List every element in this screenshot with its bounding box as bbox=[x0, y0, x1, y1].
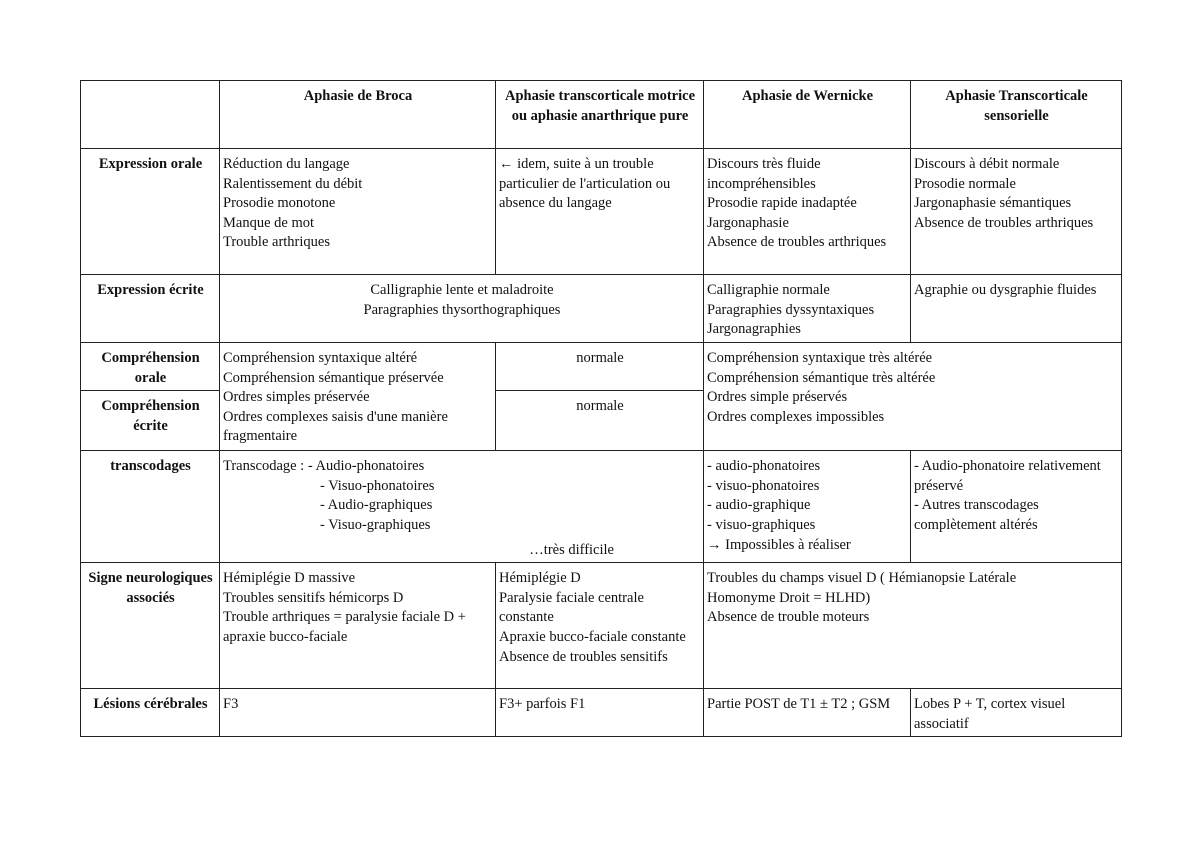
list-item: - Visuo-phonatoires bbox=[320, 477, 435, 494]
cell-comprehension-ecrite-tcm: normale bbox=[496, 391, 704, 451]
list-item: - Autres transcodages complètement altérés bbox=[914, 497, 1039, 533]
row-expression-ecrite bbox=[81, 275, 1122, 343]
list-item: - Visuo-graphiques bbox=[320, 516, 431, 533]
header-broca: Aphasie de Broca bbox=[220, 81, 496, 149]
list-item: - Audio-graphiques bbox=[320, 497, 433, 514]
cell-transcodages-tcs bbox=[911, 451, 1122, 563]
list-item: - Audio-phonatoire relativement préservé bbox=[914, 458, 1101, 494]
row-label-expression-ecrite: Expression écrite bbox=[81, 275, 220, 343]
cell-lesions-tcm: F3+ parfois F1 bbox=[496, 689, 704, 737]
list-item: Compréhension sémantique très altérée bbox=[707, 369, 936, 386]
cell-ecrite-broca-tcm bbox=[220, 275, 704, 343]
row-expression-orale bbox=[81, 149, 1122, 275]
list-item: Paralysie faciale centrale constante bbox=[499, 589, 644, 626]
header-wernicke: Aphasie de Wernicke bbox=[704, 81, 911, 149]
list-item: Agraphie ou dysgraphie fluides bbox=[914, 282, 1097, 298]
list-item: Trouble arthriques = paralysie faciale D + apraxie bucco-faciale bbox=[223, 609, 466, 645]
list-item: Paragraphies thysorthographiques bbox=[363, 301, 561, 318]
list-item: Hémiplégie D bbox=[499, 570, 581, 587]
list-item: Hémiplégie D massive bbox=[223, 570, 356, 587]
list-item: Jargonagraphies bbox=[707, 321, 801, 338]
row-comprehension-orale bbox=[81, 343, 1122, 391]
list-item: Absence de troubles arthriques bbox=[914, 214, 1094, 231]
row-label-signes: Signe neurologiques associés bbox=[81, 563, 220, 689]
row-label-comprehension-orale: Compréhension orale bbox=[81, 343, 220, 391]
cell-transcodages-broca-tcm bbox=[220, 451, 704, 563]
list-item: Jargonaphasie bbox=[707, 214, 789, 231]
cell-signes-wernicke-tcs bbox=[704, 563, 1122, 689]
cell-orale-wernicke bbox=[704, 149, 911, 275]
list-item: Ordres simples préservée bbox=[223, 389, 370, 406]
cell-signes-broca bbox=[220, 563, 496, 689]
list-item: Absence de troubles arthriques bbox=[707, 234, 887, 251]
list-item: Troubles sensitifs hémicorps D bbox=[223, 589, 404, 606]
row-label-expression-orale: Expression orale bbox=[81, 149, 220, 275]
list-item: Jargonaphasie sémantiques bbox=[914, 195, 1072, 212]
list-item: Compréhension sémantique préservée bbox=[223, 369, 444, 386]
row-signes-neurologiques bbox=[81, 563, 1122, 689]
list-item: Ordres complexes saisis d'une manière fragmentaire bbox=[223, 408, 448, 445]
list-item: Réduction du langage bbox=[223, 156, 350, 172]
row-label-lesions: Lésions cérébrales bbox=[81, 689, 220, 737]
cell-comprehension-orale-tcm: normale bbox=[496, 343, 704, 391]
cell-ecrite-tcs bbox=[911, 275, 1122, 343]
list-item: ← idem, suite à un trouble particulier de l'articulation ou absence du langage bbox=[499, 156, 671, 212]
header-transcorticale-motrice: Aphasie transcorticale motrice ou aphasie anarthrique pure bbox=[496, 81, 704, 149]
row-label-comprehension-ecrite: Compréhension écrite bbox=[81, 391, 220, 451]
list-item: - audio-graphique bbox=[707, 497, 811, 514]
list-item: Calligraphie normale bbox=[707, 282, 830, 298]
list-item: Prosodie rapide inadaptée bbox=[707, 195, 857, 212]
list-item: - audio-phonatoires bbox=[707, 458, 821, 475]
list-item: - visuo-graphiques bbox=[707, 516, 816, 533]
cell-orale-tcs bbox=[911, 149, 1122, 275]
list-item: Ordres complexes impossibles bbox=[707, 408, 885, 425]
list-item: Discours à débit normale bbox=[914, 156, 1060, 172]
cell-lesions-tcs: Lobes P + T, cortex visuel associatif bbox=[911, 689, 1122, 737]
list-item: Prosodie monotone bbox=[223, 195, 336, 212]
list-item: Ordres simple préservés bbox=[707, 389, 848, 406]
list-item: Discours très fluide incompréhensibles bbox=[707, 156, 821, 192]
cell-comprehension-broca bbox=[220, 343, 496, 451]
list-item: Troubles du champs visuel D ( Hémianopsie Latérale Homonyme Droit = HLHD) bbox=[707, 570, 1017, 606]
row-label-transcodages: transcodages bbox=[81, 451, 220, 563]
header-empty bbox=[81, 81, 220, 149]
cell-ecrite-wernicke bbox=[704, 275, 911, 343]
cell-lesions-wernicke: Partie POST de T1 ± T2 ; GSM bbox=[704, 689, 911, 737]
list-item: → Impossibles à réaliser bbox=[707, 536, 851, 553]
list-item: - visuo-phonatoires bbox=[707, 477, 820, 494]
list-item: Transcodage : - Audio-phonatoires bbox=[223, 458, 425, 475]
header-row bbox=[81, 81, 1122, 149]
aphasia-comparison-table bbox=[80, 80, 1122, 737]
list-item: Absence de troubles sensitifs bbox=[499, 648, 668, 665]
cell-orale-tcm bbox=[496, 149, 704, 275]
list-item: Compréhension syntaxique très altérée bbox=[707, 350, 933, 366]
row-transcodages bbox=[81, 451, 1122, 563]
list-item: Apraxie bucco-faciale constante bbox=[499, 628, 686, 645]
list-item: Compréhension syntaxique altéré bbox=[223, 350, 418, 366]
list-item: Ralentissement du débit bbox=[223, 175, 363, 192]
row-lesions bbox=[81, 689, 1122, 737]
list-item: Absence de trouble moteurs bbox=[707, 609, 870, 626]
header-transcorticale-sensorielle: Aphasie Transcorticale sensorielle bbox=[911, 81, 1122, 149]
cell-orale-broca bbox=[220, 149, 496, 275]
cell-lesions-broca: F3 bbox=[220, 689, 496, 737]
list-item: Prosodie normale bbox=[914, 175, 1016, 192]
list-item: Paragraphies dyssyntaxiques bbox=[707, 301, 875, 318]
cell-transcodages-wernicke bbox=[704, 451, 911, 563]
cell-comprehension-wernicke-tcs bbox=[704, 343, 1122, 451]
list-item: Manque de mot bbox=[223, 214, 315, 231]
list-item: Calligraphie lente et maladroite bbox=[370, 282, 554, 298]
list-item: Trouble arthriques bbox=[223, 234, 330, 251]
difficulty-note: …très difficile bbox=[529, 541, 614, 558]
cell-signes-tcm bbox=[496, 563, 704, 689]
